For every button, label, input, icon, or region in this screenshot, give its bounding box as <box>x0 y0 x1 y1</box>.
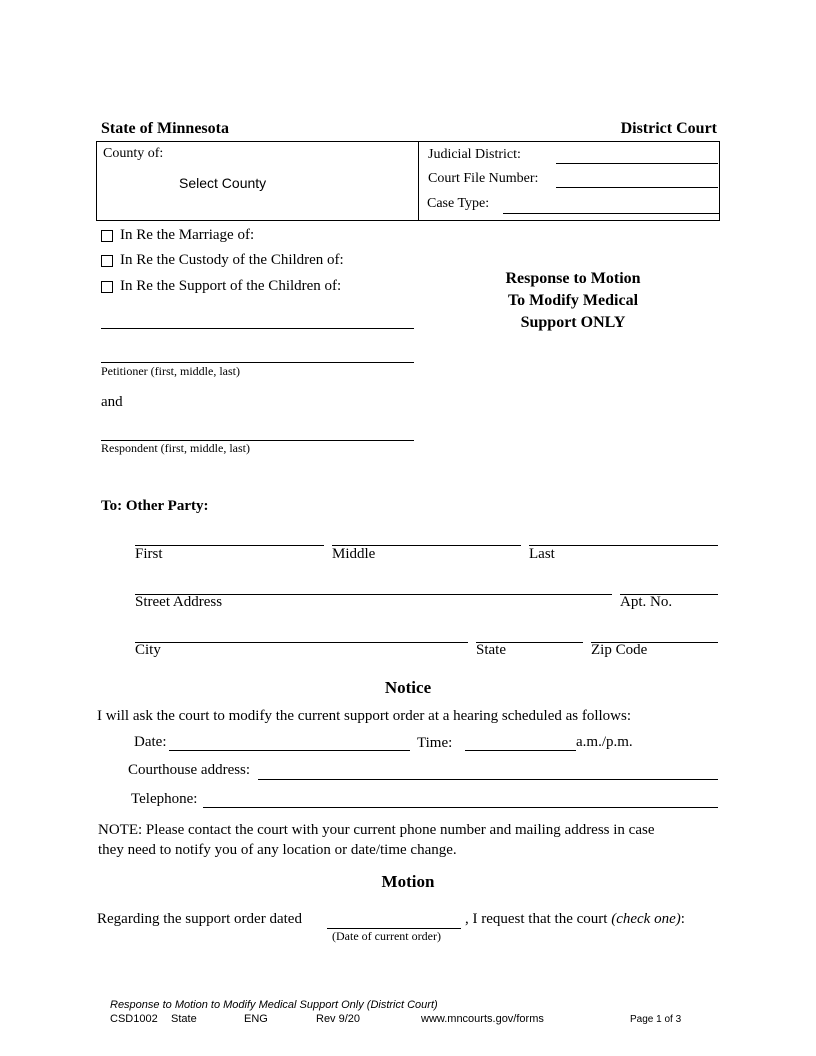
motion-heading: Motion <box>381 872 435 891</box>
zip-caption: Zip Code <box>591 642 648 658</box>
petitioner-name-line[interactable] <box>101 362 414 363</box>
motion-text-after <box>465 911 685 928</box>
city-field[interactable] <box>135 642 468 643</box>
judicial-district-label: Judicial District: <box>428 147 521 162</box>
footer-state: State <box>171 1013 197 1025</box>
hearing-date-field[interactable] <box>169 750 410 751</box>
notice-heading: Notice <box>384 678 432 697</box>
form-title-line1: Response to Motion <box>505 270 641 287</box>
petitioner-caption: Petitioner (first, middle, last) <box>101 364 240 378</box>
hearing-time-field[interactable] <box>465 750 576 751</box>
apt-caption: Apt. No. <box>620 594 673 610</box>
other-party-heading: To: Other Party: <box>101 498 209 514</box>
court-file-number-field[interactable] <box>556 187 718 188</box>
respondent-caption: Respondent (first, middle, last) <box>101 441 250 455</box>
case-info-box <box>96 141 720 221</box>
case-type-field[interactable] <box>503 213 719 214</box>
footer-title: Response to Motion to Modify Medical Support Only (District Court) <box>110 999 438 1011</box>
custody-option-label: In Re the Custody of the Children of: <box>120 252 344 268</box>
first-name-field[interactable] <box>135 545 324 546</box>
date-label: Date: <box>134 734 167 750</box>
last-caption: Last <box>529 546 555 562</box>
first-caption: First <box>135 546 163 562</box>
state-caption: State <box>476 642 506 658</box>
and-text: and <box>101 394 123 410</box>
note-line-1: NOTE: Please contact the court with your current phone number and mailing address in case <box>98 822 655 838</box>
support-option-label: In Re the Support of the Children of: <box>120 278 342 294</box>
marriage-checkbox[interactable] <box>101 230 113 242</box>
telephone-field[interactable] <box>203 807 718 808</box>
street-caption: Street Address <box>135 594 223 610</box>
courthouse-label: Courthouse address: <box>128 762 251 778</box>
last-name-field[interactable] <box>529 545 718 546</box>
county-label: County of: <box>103 146 164 161</box>
form-title-line3: Support ONLY <box>520 314 626 331</box>
notice-note <box>98 820 655 860</box>
footer-page: Page 1 of 3 <box>630 1014 682 1025</box>
motion-request-text: , I request that the court <box>465 911 608 927</box>
case-type-label: Case Type: <box>427 196 490 211</box>
state-heading: State of Minnesota <box>101 120 229 137</box>
motion-colon: : <box>680 911 685 927</box>
check-one-text: (check one) <box>611 911 681 927</box>
judicial-district-field[interactable] <box>556 163 718 164</box>
county-select[interactable]: Select County <box>179 175 267 191</box>
support-checkbox[interactable] <box>101 281 113 293</box>
ampm-label: a.m./p.m. <box>576 734 633 750</box>
form-title-line2: To Modify Medical <box>507 292 639 309</box>
time-label: Time: <box>417 735 453 751</box>
form-title <box>460 268 686 334</box>
footer-url[interactable]: www.mncourts.gov/forms <box>421 1013 544 1025</box>
notice-intro: I will ask the court to modify the current support order at a hearing scheduled as follows: <box>97 708 632 724</box>
order-date-caption: (Date of current order) <box>332 929 441 943</box>
telephone-label: Telephone: <box>131 791 198 807</box>
city-caption: City <box>135 642 161 658</box>
box-divider <box>418 142 419 221</box>
middle-caption: Middle <box>332 546 376 562</box>
marriage-option-label: In Re the Marriage of: <box>120 227 255 243</box>
court-heading: District Court <box>620 120 717 137</box>
party-name-line[interactable] <box>101 328 414 329</box>
custody-checkbox[interactable] <box>101 255 113 267</box>
court-file-number-label: Court File Number: <box>428 171 539 186</box>
footer-rev: Rev 9/20 <box>316 1013 361 1025</box>
courthouse-address-field[interactable] <box>258 779 718 780</box>
footer-code: CSD1002 <box>110 1013 158 1025</box>
motion-text-before: Regarding the support order dated <box>97 911 302 927</box>
footer-lang: ENG <box>244 1013 268 1025</box>
note-line-2: they need to notify you of any location or date/time change. <box>98 842 457 858</box>
